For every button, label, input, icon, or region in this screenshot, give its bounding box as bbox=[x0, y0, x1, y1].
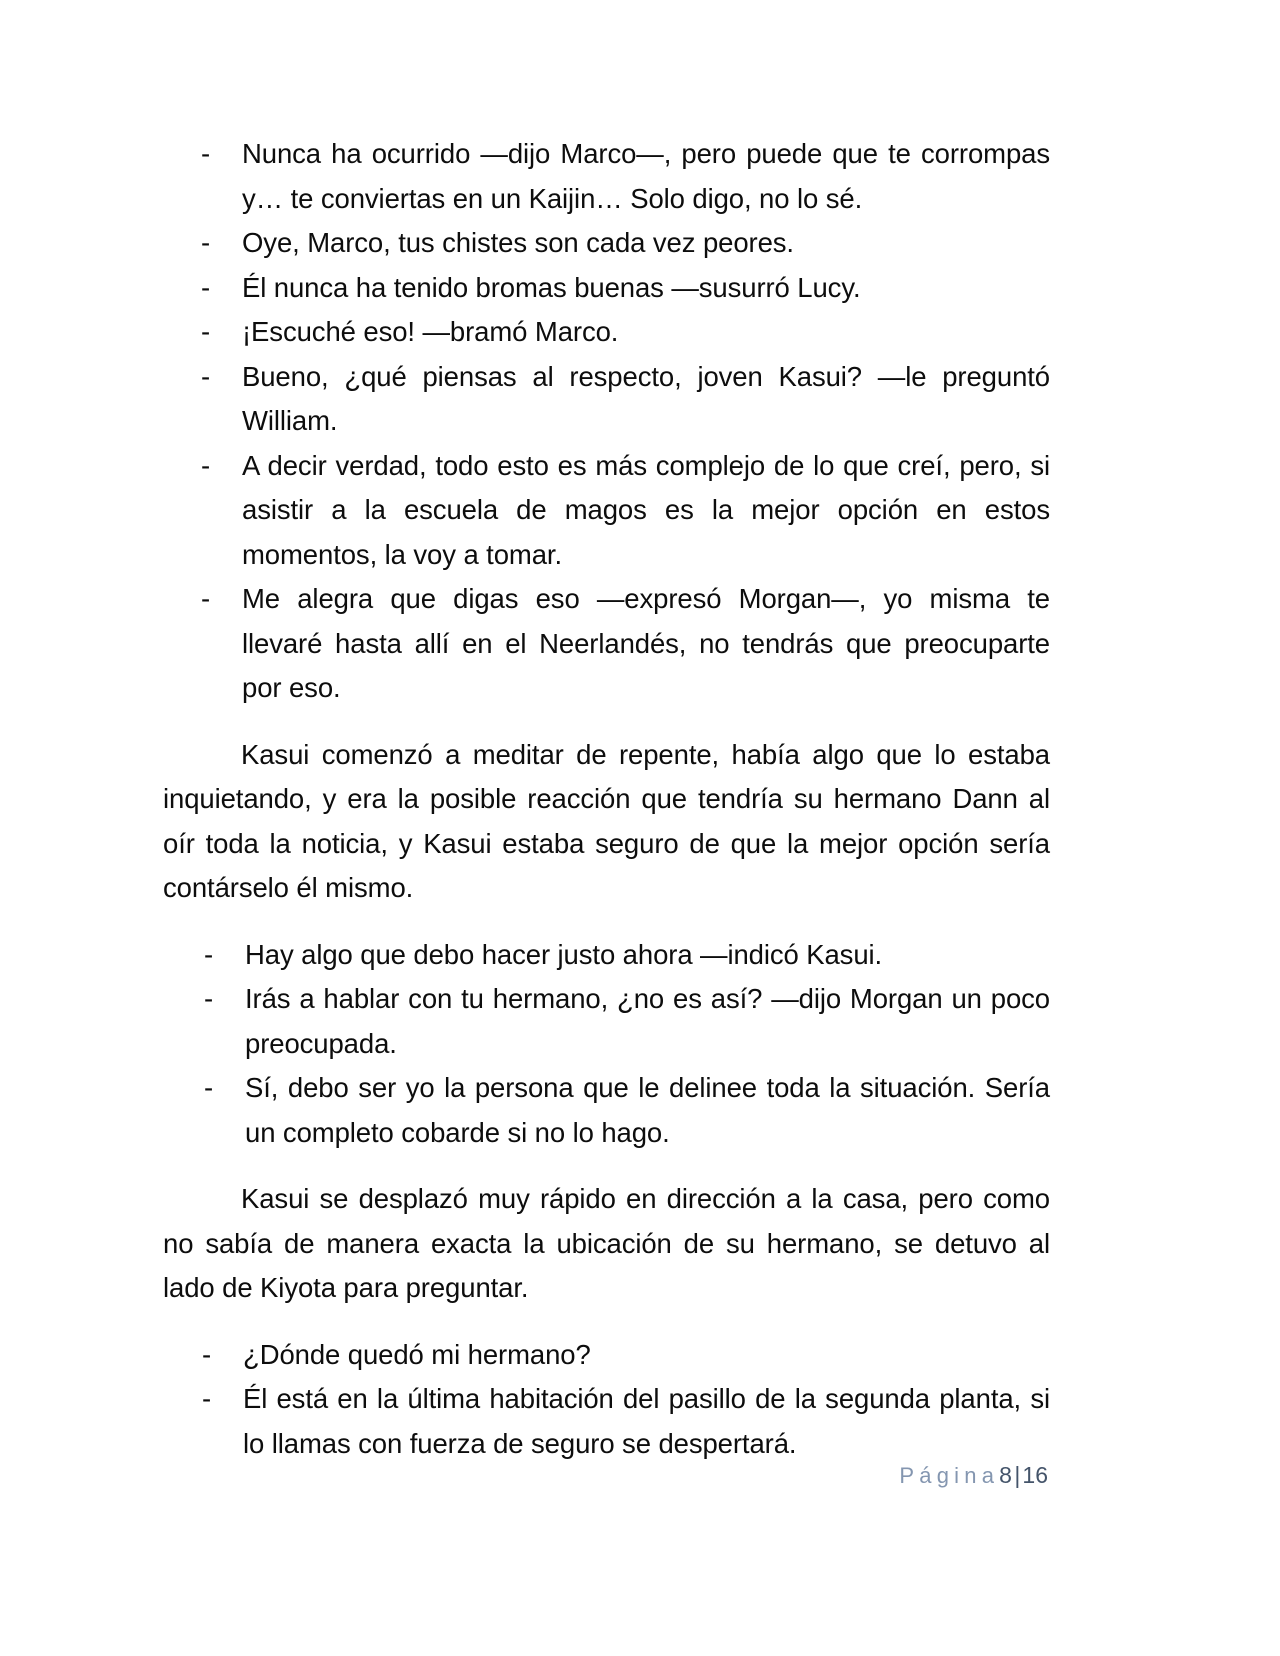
dialogue-list-1 bbox=[163, 132, 1050, 711]
dialogue-text: ¿Dónde quedó mi hermano? bbox=[243, 1338, 591, 1370]
dialogue-list-2 bbox=[163, 933, 1050, 1156]
dash-bullet-icon: - bbox=[201, 138, 211, 169]
dialogue-line bbox=[163, 1377, 1050, 1466]
dialogue-line bbox=[163, 310, 1050, 355]
dialogue-text: Irás a hablar con tu hermano, ¿no es así? —dijo Morgan un poco preocupada. bbox=[245, 983, 1050, 1059]
dialogue-line bbox=[163, 977, 1050, 1066]
dialogue-line bbox=[163, 1333, 1050, 1378]
dash-bullet-icon: - bbox=[202, 1338, 212, 1370]
dash-bullet-icon: - bbox=[202, 1383, 212, 1414]
dash-bullet-icon: - bbox=[201, 316, 211, 347]
dialogue-line bbox=[163, 221, 1050, 266]
dialogue-text: A decir verdad, todo esto es más complejo de lo que creí, pero, si asistir a la escuela de magos es la mejor opción en estos momentos, la voy a tomar. bbox=[242, 449, 1050, 570]
body-paragraph: Kasui se desplazó muy rápido en dirección a la casa, pero como no sabía de manera exacta la ubicación de su hermano, se detuvo al lado de Kiyota para preguntar. bbox=[163, 1183, 1050, 1303]
dialogue-text: Él está en la última habitación del pasillo de la segunda planta, si lo llamas con fuerza de seguro se despertará. bbox=[243, 1383, 1050, 1459]
dialogue-list-3 bbox=[163, 1333, 1050, 1467]
dialogue-line bbox=[163, 355, 1050, 444]
dash-bullet-icon: - bbox=[201, 227, 211, 258]
dialogue-text: Oye, Marco, tus chistes son cada vez peores. bbox=[242, 227, 794, 258]
spacer bbox=[163, 911, 1050, 933]
dash-bullet-icon: - bbox=[201, 583, 211, 614]
page-footer bbox=[899, 1461, 1048, 1490]
dialogue-line bbox=[163, 577, 1050, 711]
footer-label: Página bbox=[899, 1463, 1000, 1488]
spacer bbox=[163, 1155, 1050, 1177]
dialogue-line bbox=[163, 444, 1050, 578]
dialogue-line bbox=[163, 933, 1050, 978]
footer-current-page: 8 bbox=[999, 1462, 1013, 1488]
spacer bbox=[163, 711, 1050, 733]
footer-total-pages: 16 bbox=[1022, 1462, 1048, 1488]
dialogue-line bbox=[163, 1066, 1050, 1155]
dialogue-text: Sí, debo ser yo la persona que le delinee toda la situación. Sería un completo cobarde si no lo hago. bbox=[245, 1072, 1050, 1148]
footer-separator: | bbox=[1014, 1462, 1021, 1488]
dialogue-line bbox=[163, 132, 1050, 221]
dialogue-text: Él nunca ha tenido bromas buenas —susurró Lucy. bbox=[242, 271, 861, 303]
dash-bullet-icon: - bbox=[201, 360, 211, 392]
dash-bullet-icon: - bbox=[201, 449, 211, 481]
body-paragraph: Kasui comenzó a meditar de repente, había algo que lo estaba inquietando, y era la posible reacción que tendría su hermano Dann al oír toda la noticia, y Kasui estaba seguro de que la mejor opción sería contárselo él mismo. bbox=[163, 738, 1050, 903]
dialogue-line bbox=[163, 266, 1050, 311]
dash-bullet-icon: - bbox=[204, 938, 214, 970]
dialogue-text: Nunca ha ocurrido —dijo Marco—, pero puede que te corrompas y… te conviertas en un Kaijin… Solo digo, no lo sé. bbox=[242, 138, 1050, 214]
dialogue-text: Bueno, ¿qué piensas al respecto, joven Kasui? —le preguntó William. bbox=[242, 360, 1050, 436]
dialogue-text: Me alegra que digas eso —expresó Morgan—, yo misma te llevaré hasta allí en el Neerlandés, no tendrás que preocuparte por eso. bbox=[242, 583, 1050, 703]
spacer bbox=[163, 1311, 1050, 1333]
dash-bullet-icon: - bbox=[204, 1072, 214, 1103]
dialogue-text: ¡Escuché eso! —bramó Marco. bbox=[242, 316, 619, 347]
dash-bullet-icon: - bbox=[201, 271, 211, 303]
dialogue-text: Hay algo que debo hacer justo ahora —indicó Kasui. bbox=[245, 938, 883, 970]
page-content bbox=[163, 132, 1050, 1466]
dash-bullet-icon: - bbox=[204, 983, 214, 1014]
